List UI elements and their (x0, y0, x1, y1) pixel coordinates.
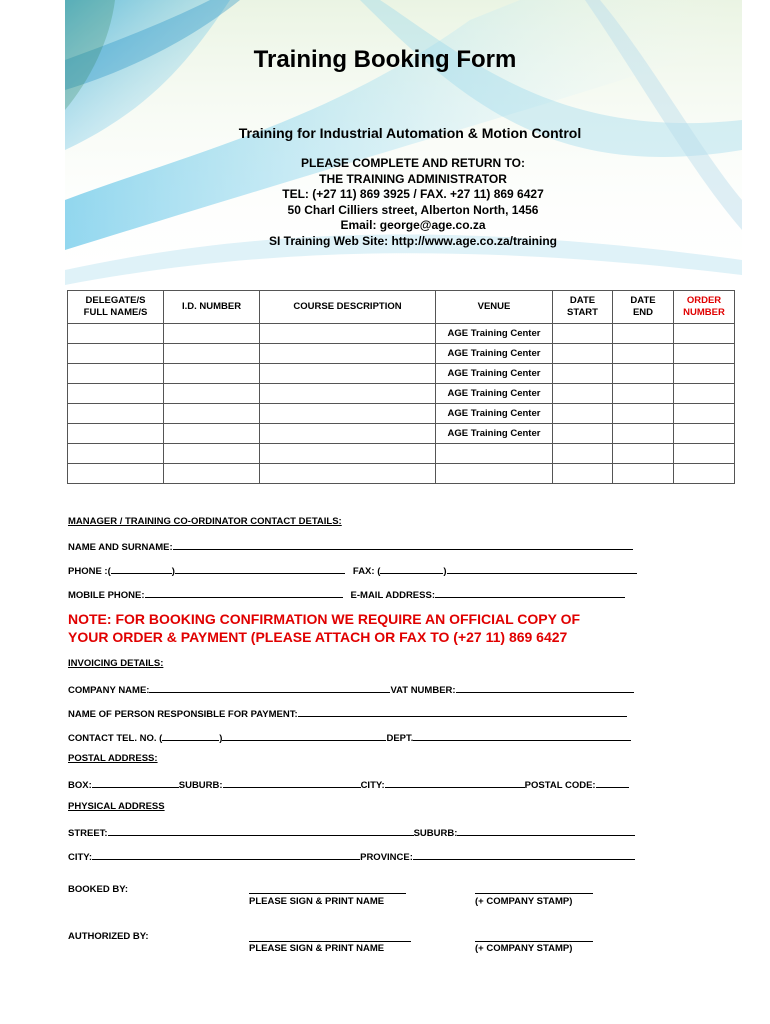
authorized-by-sign-caption: PLEASE SIGN & PRINT NAME (249, 943, 385, 954)
order-number-cell[interactable] (674, 464, 735, 484)
header-date-start: DATE START (553, 291, 613, 324)
course-description-cell[interactable] (260, 364, 436, 384)
order-number-cell[interactable] (674, 424, 735, 444)
physical-suburb-label: SUBURB: (413, 828, 458, 839)
venue-cell: AGE Training Center (436, 344, 553, 364)
table-row (68, 464, 735, 484)
contact-line: THE TRAINING ADMINISTRATOR (319, 171, 507, 186)
order-number-cell[interactable] (674, 384, 735, 404)
dept-field[interactable] (413, 730, 631, 741)
table-row (68, 404, 735, 424)
postal-suburb-label: SUBURB: (178, 780, 223, 791)
id-number-cell[interactable] (164, 344, 260, 364)
date-end-cell[interactable] (613, 324, 674, 344)
table-row (68, 384, 735, 404)
company-vat-row (68, 682, 634, 696)
id-number-cell[interactable] (164, 444, 260, 464)
date-end-cell[interactable] (613, 344, 674, 364)
venue-cell[interactable] (436, 464, 553, 484)
date-end-cell[interactable] (613, 424, 674, 444)
mobile-phone-label: MOBILE PHONE: (68, 590, 145, 601)
postal-address-heading: POSTAL ADDRESS: (68, 753, 158, 764)
authorized-by-label: AUTHORIZED BY: (68, 931, 149, 942)
box-label: BOX: (68, 780, 92, 791)
physical-address-heading: PHYSICAL ADDRESS (68, 801, 165, 812)
contact-tel-dept-row (68, 730, 631, 744)
delegate-name-cell[interactable] (68, 344, 164, 364)
authorized-by-signature-line[interactable] (249, 941, 411, 942)
manager-phone-fax-row (68, 563, 637, 577)
paren-close: ) (219, 733, 223, 744)
header-course-description: COURSE DESCRIPTION (260, 291, 436, 324)
course-description-cell[interactable] (260, 424, 436, 444)
date-start-cell[interactable] (553, 404, 613, 424)
date-start-cell[interactable] (553, 384, 613, 404)
payment-responsible-label: NAME OF PERSON RESPONSIBLE FOR PAYMENT: (68, 709, 298, 720)
contact-tel-area-code-field[interactable] (162, 730, 219, 741)
postal-city-field[interactable] (385, 777, 525, 788)
booked-by-signature-line[interactable] (249, 893, 406, 894)
authorized-by-stamp-caption: (+ COMPANY STAMP) (475, 943, 573, 954)
contact-line: Email: george@age.co.za (340, 218, 486, 232)
date-end-cell[interactable] (613, 464, 674, 484)
province-label: PROVINCE: (360, 852, 413, 863)
venue-cell: AGE Training Center (436, 424, 553, 444)
date-start-cell[interactable] (553, 464, 613, 484)
order-number-cell[interactable] (674, 344, 735, 364)
mobile-phone-field[interactable] (145, 587, 343, 598)
phone-area-code-field[interactable] (111, 563, 172, 574)
company-name-label: COMPANY NAME: (68, 685, 150, 696)
email-field[interactable] (435, 587, 625, 598)
delegate-name-cell[interactable] (68, 324, 164, 344)
postal-suburb-field[interactable] (223, 777, 361, 788)
order-number-cell[interactable] (674, 364, 735, 384)
return-contact-block (0, 156, 770, 249)
booked-by-label: BOOKED BY: (68, 884, 128, 895)
order-number-cell[interactable] (674, 404, 735, 424)
vat-number-field[interactable] (456, 682, 634, 693)
contact-line: PLEASE COMPLETE AND RETURN TO: (300, 156, 525, 170)
fax-label: FAX: ( (352, 566, 381, 577)
booked-by-sign-caption: PLEASE SIGN & PRINT NAME (249, 896, 385, 907)
date-end-cell[interactable] (613, 384, 674, 404)
venue-cell: AGE Training Center (436, 324, 553, 344)
postal-code-field[interactable] (596, 777, 629, 788)
id-number-cell[interactable] (164, 384, 260, 404)
date-start-cell[interactable] (553, 344, 613, 364)
venue-cell: AGE Training Center (436, 404, 553, 424)
table-row (68, 424, 735, 444)
province-field[interactable] (413, 849, 635, 860)
delegate-name-cell[interactable] (68, 464, 164, 484)
authorized-by-stamp-line[interactable] (475, 941, 593, 942)
physical-city-field[interactable] (92, 849, 360, 860)
physical-city-label: CITY: (68, 852, 93, 863)
delegate-name-cell[interactable] (68, 364, 164, 384)
note-line: YOUR ORDER & PAYMENT (PLEASE ATTACH OR FAX TO (+27 11) 869 6427 (68, 629, 568, 645)
delegate-name-cell[interactable] (68, 404, 164, 424)
id-number-cell[interactable] (164, 404, 260, 424)
table-row (68, 444, 735, 464)
booked-by-stamp-caption: (+ COMPANY STAMP) (475, 896, 573, 907)
email-label: E-MAIL ADDRESS: (350, 590, 435, 601)
payment-responsible-row (68, 706, 627, 720)
venue-cell[interactable] (436, 444, 553, 464)
delegate-name-cell[interactable] (68, 384, 164, 404)
course-description-cell[interactable] (260, 464, 436, 484)
date-start-cell[interactable] (553, 324, 613, 344)
table-row (68, 324, 735, 344)
date-start-cell[interactable] (553, 364, 613, 384)
course-description-cell[interactable] (260, 324, 436, 344)
id-number-cell[interactable] (164, 364, 260, 384)
postal-address-row (68, 777, 629, 791)
invoicing-section-heading: INVOICING DETAILS: (68, 658, 164, 669)
header-date-end: DATE END (613, 291, 674, 324)
id-number-cell[interactable] (164, 324, 260, 344)
contact-line: 50 Charl Cilliers street, Alberton North, 1456 (287, 202, 539, 217)
dept-label: DEPT. (386, 733, 414, 744)
box-field[interactable] (92, 777, 179, 788)
note-line: NOTE: FOR BOOKING CONFIRMATION WE REQUIRE AN OFFICIAL COPY OF (68, 611, 581, 627)
phone-label: PHONE :( (68, 566, 111, 577)
fax-number-field[interactable] (447, 563, 637, 574)
payment-responsible-field[interactable] (298, 706, 627, 717)
date-start-cell[interactable] (553, 424, 613, 444)
contact-line: SI Training Web Site: http://www.age.co.za/training (268, 233, 558, 248)
vat-number-label: VAT NUMBER: (390, 685, 456, 696)
delegate-booking-table (67, 290, 735, 484)
manager-name-row (68, 539, 633, 553)
manager-section-heading: MANAGER / TRAINING CO-ORDINATOR CONTACT DETAILS: (68, 516, 342, 527)
date-end-cell[interactable] (613, 364, 674, 384)
venue-cell: AGE Training Center (436, 364, 553, 384)
street-field[interactable] (108, 825, 414, 836)
header-order-number: ORDER NUMBER (674, 291, 735, 324)
date-end-cell[interactable] (613, 404, 674, 424)
contact-tel-label: CONTACT TEL. NO. ( (68, 733, 163, 744)
page-title: Training Booking Form (253, 46, 517, 73)
delegate-name-cell[interactable] (68, 424, 164, 444)
table-row (68, 344, 735, 364)
paren-close: ) (171, 566, 175, 577)
table-row (68, 364, 735, 384)
manager-mobile-email-row (68, 587, 625, 601)
header-venue: VENUE (436, 291, 553, 324)
header-delegate-names: DELEGATE/S FULL NAME/S (68, 291, 164, 324)
postal-city-label: CITY: (360, 780, 385, 791)
street-label: STREET: (68, 828, 108, 839)
delegate-name-cell[interactable] (68, 444, 164, 464)
page-subtitle: Training for Industrial Automation & Motion Control (238, 125, 582, 141)
contact-line: TEL: (+27 11) 869 3925 / FAX. +27 11) 869 6427 (282, 187, 544, 201)
fax-area-code-field[interactable] (380, 563, 443, 574)
postal-code-label: POSTAL CODE: (524, 780, 596, 791)
paren-close: ) (443, 566, 447, 577)
city-province-row (68, 849, 635, 863)
venue-cell: AGE Training Center (436, 384, 553, 404)
id-number-cell[interactable] (164, 464, 260, 484)
date-start-cell[interactable] (553, 444, 613, 464)
course-description-cell[interactable] (260, 384, 436, 404)
header-id-number: I.D. NUMBER (164, 291, 260, 324)
course-description-cell[interactable] (260, 344, 436, 364)
course-description-cell[interactable] (260, 444, 436, 464)
phone-number-field[interactable] (175, 563, 345, 574)
physical-suburb-field[interactable] (457, 825, 635, 836)
order-number-cell[interactable] (674, 324, 735, 344)
date-end-cell[interactable] (613, 444, 674, 464)
street-suburb-row (68, 825, 635, 839)
id-number-cell[interactable] (164, 424, 260, 444)
company-name-field[interactable] (149, 682, 390, 693)
booking-confirmation-note (68, 610, 580, 646)
contact-tel-number-field[interactable] (222, 730, 386, 741)
name-surname-label: NAME AND SURNAME: (68, 542, 173, 553)
name-surname-field[interactable] (173, 539, 633, 550)
course-description-cell[interactable] (260, 404, 436, 424)
booked-by-stamp-line[interactable] (475, 893, 593, 894)
order-number-cell[interactable] (674, 444, 735, 464)
